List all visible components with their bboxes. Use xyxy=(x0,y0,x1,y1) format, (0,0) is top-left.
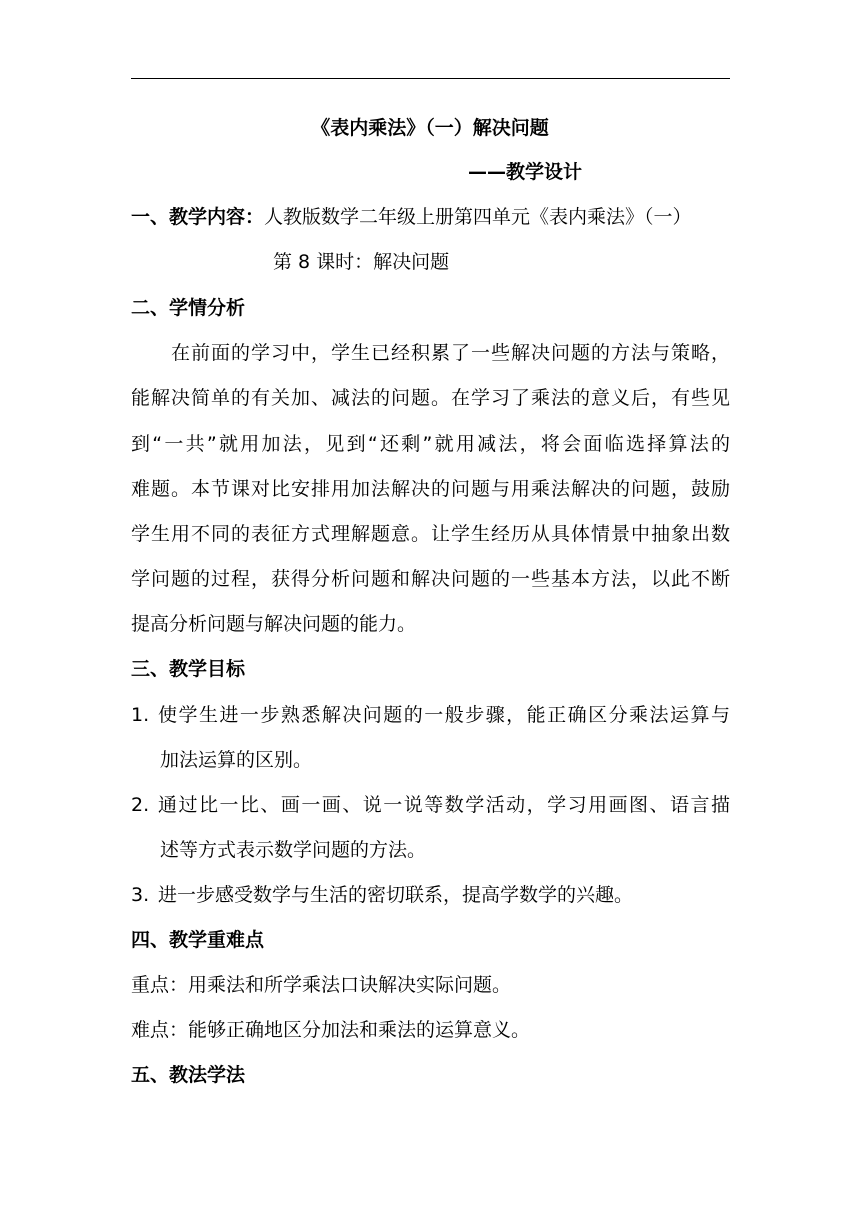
section-heading: 二、学情分析 xyxy=(131,297,246,319)
section-text: 人教版数学二年级上册第四单元《表内乘法》（一） xyxy=(264,206,692,228)
list-item-number: 2. xyxy=(131,794,150,816)
paragraph-line: 提高分析问题与解决问题的能力。 xyxy=(131,613,417,635)
list-item-number: 3. xyxy=(131,884,150,906)
section-teaching-content xyxy=(131,205,692,229)
section-heading: 一、教学内容： xyxy=(131,206,265,228)
section-heading: 四、教学重难点 xyxy=(131,929,265,951)
paragraph-line: 学问题的过程，获得分析问题和解决问题的一些基本方法，以此不断 xyxy=(131,568,730,590)
paragraph-line: 在前面的学习中，学生已经积累了一些解决问题的方法与策略， xyxy=(171,342,730,364)
difficulty-text: 难点：能够正确地区分加法和乘法的运算意义。 xyxy=(131,1019,531,1041)
paragraph-line: 学生用不同的表征方式理解题意。让学生经历从具体情景中抽象出数 xyxy=(131,523,730,545)
section-heading: 三、教学目标 xyxy=(131,658,246,680)
list-item-text: 进一步感受数学与生活的密切联系，提高学数学的兴趣。 xyxy=(158,884,634,906)
paragraph-line: 到“一共”就用加法，见到“还剩”就用减法，将会面临选择算法的 xyxy=(131,433,730,455)
paragraph-line: 能解决简单的有关加、减法的问题。在学习了乘法的意义后，有些见 xyxy=(131,387,730,409)
section-heading: 五、教法学法 xyxy=(131,1064,246,1086)
paragraph-line: 难题。本节课对比安排用加法解决的问题与用乘法解决的问题，鼓励 xyxy=(131,478,730,500)
section-continuation: 第 8 课时：解决问题 xyxy=(273,251,450,273)
header-rule xyxy=(131,78,730,79)
list-item-text: 通过比一比、画一画、说一说等数学活动，学习用画图、语言描 xyxy=(158,794,730,816)
list-item-number: 1. xyxy=(131,704,150,726)
key-point-text: 重点：用乘法和所学乘法口诀解决实际问题。 xyxy=(131,974,512,996)
document-subtitle: ——教学设计 xyxy=(468,161,583,183)
list-item-continuation: 加法运算的区别。 xyxy=(160,749,313,771)
list-item-text: 使学生进一步熟悉解决问题的一般步骤，能正确区分乘法运算与 xyxy=(158,704,730,726)
document-title: 《表内乘法》（一）解决问题 xyxy=(311,117,549,139)
list-item-continuation: 述等方式表示数学问题的方法。 xyxy=(160,839,427,861)
